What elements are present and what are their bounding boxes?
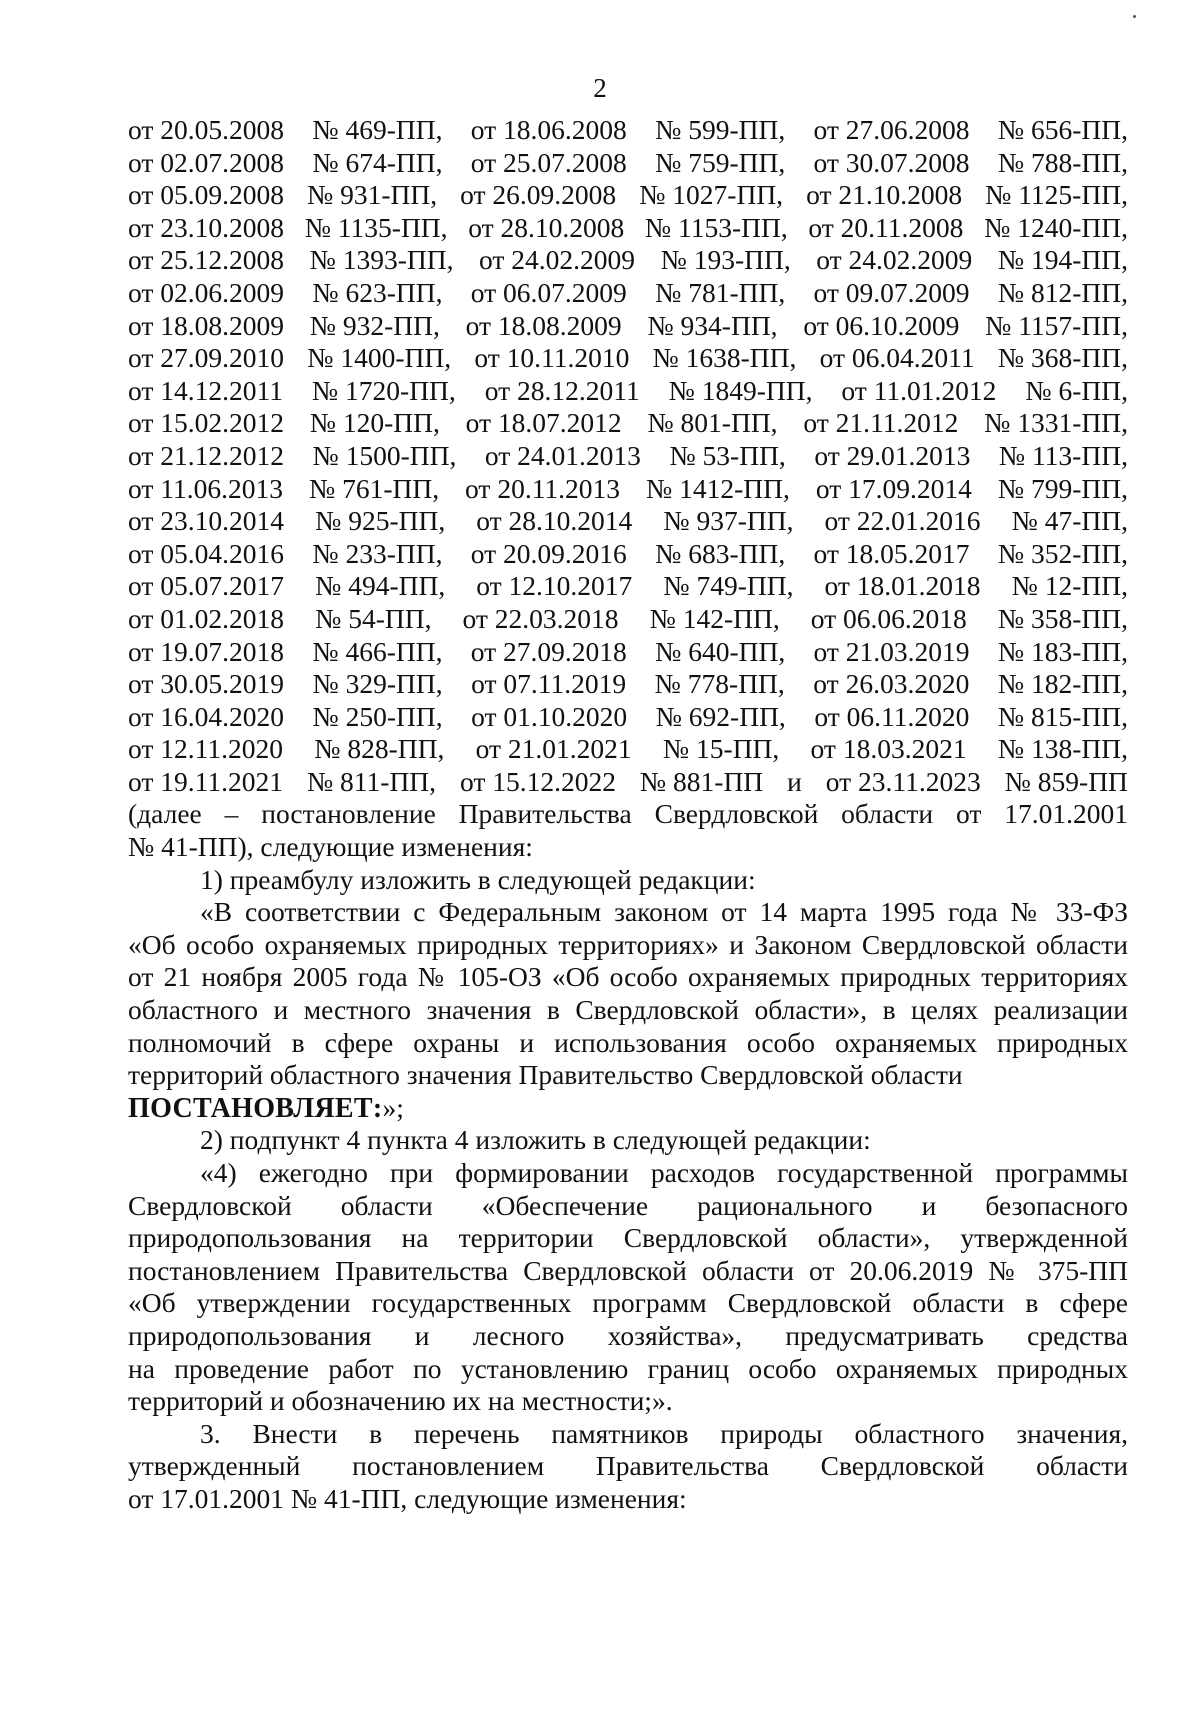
citation-row (128, 114, 1128, 147)
citation-cell: от 19.07.2018 (128, 635, 285, 667)
citation-cell: № 6-ПП, (1025, 374, 1128, 406)
citation-cell: от 23.10.2008 (128, 211, 285, 243)
citation-cell: от 06.11.2020 (814, 700, 970, 732)
point-3-paragraph (128, 1418, 1128, 1516)
citation-cell: № 1157-ПП, (985, 309, 1128, 341)
citation-cell: № 250-ПП, (312, 700, 443, 732)
citation-cell: от 20.11.2008 (808, 211, 964, 243)
citation-cell: № 937-ПП, (663, 505, 794, 537)
citation-cell: № 656-ПП, (997, 114, 1128, 145)
resolution-line (128, 1092, 1128, 1125)
citation-cell: № 1720-ПП, (311, 374, 456, 406)
paragraph-line: полномочий в сфере охраны и использования особо охраняемых природных (128, 1026, 1128, 1058)
citation-row (128, 603, 1128, 636)
citation-cell: № 749-ПП, (663, 570, 794, 602)
citation-cell: № 193-ПП, (660, 244, 791, 276)
item-2-heading: 2) подпункт 4 пункта 4 изложить в следующей редакции: (200, 1124, 871, 1156)
citation-cell: от 20.11.2013 (465, 472, 621, 504)
citation-cell: от 28.10.2014 (476, 505, 633, 537)
item-1-heading: 1) преамбулу изложить в следующей редакции: (200, 863, 756, 895)
citation-cell: № 932-ПП, (309, 309, 440, 341)
citation-cell: № 494-ПП, (315, 570, 446, 602)
citation-cell: от 20.09.2016 (470, 537, 627, 569)
citation-cell: и (787, 765, 802, 797)
citation-cell: от 12.10.2017 (476, 570, 633, 602)
citation-cell: от 21.03.2019 (813, 635, 970, 667)
citation-cell: от 18.05.2017 (813, 537, 970, 569)
paragraph-line: природопользования на территории Свердловской области», утвержденной (128, 1222, 1128, 1254)
citation-cell: от 21.10.2008 (806, 179, 963, 211)
citation-row (128, 570, 1128, 603)
paragraph-line: утвержденный постановлением Правительства Свердловской области (128, 1450, 1128, 1482)
citation-cell: № 120-ПП, (309, 407, 440, 439)
citation-cell: № 761-ПП, (308, 472, 440, 504)
paragraph-line: № 41-ПП), следующие изменения: (128, 831, 533, 863)
citation-cell: № 925-ПП, (315, 505, 446, 537)
citation-cell: от 18.01.2018 (824, 570, 981, 602)
citation-cell: от 23.10.2014 (128, 505, 285, 537)
citation-row (128, 147, 1128, 180)
citation-cell: № 815-ПП, (997, 700, 1128, 732)
citation-cell: от 24.01.2013 (484, 439, 641, 471)
citation-row (128, 375, 1128, 408)
page-number: 2 (593, 73, 607, 103)
citation-cell: от 22.01.2016 (824, 505, 981, 537)
citation-cell: № 113-ПП, (998, 439, 1128, 471)
citation-cell: № 788-ПП, (997, 146, 1128, 178)
paragraph-line: от 17.01.2001 № 41-ПП, следующие изменения: (128, 1482, 687, 1514)
citation-row (128, 668, 1128, 701)
citation-cell: № 1027-ПП, (639, 179, 784, 211)
citation-row (128, 505, 1128, 538)
paragraph-line: Свердловской области «Обеспечение рационального и безопасного (128, 1189, 1128, 1221)
citation-cell: от 05.04.2016 (128, 537, 285, 569)
citation-cell: № 1135-ПП, (304, 211, 448, 243)
citation-cell: от 06.04.2011 (819, 342, 975, 374)
citation-cell: № 1500-ПП, (312, 439, 457, 471)
citation-row (128, 277, 1128, 310)
citation-cell: № 759-ПП, (655, 146, 786, 178)
citation-cell: № 623-ПП, (312, 276, 443, 308)
citation-cell: от 18.08.2009 (128, 309, 285, 341)
citation-cell: № 934-ПП, (647, 309, 778, 341)
citation-cell: № 142-ПП, (649, 602, 780, 634)
resolves-word: ПОСТАНОВЛЯЕТ: (128, 1092, 383, 1124)
citation-row (128, 538, 1128, 571)
citation-cell: № 828-ПП, (314, 733, 445, 765)
citation-cell: от 06.10.2009 (803, 309, 960, 341)
citation-cell: № 1400-ПП, (307, 342, 452, 374)
citation-cell: от 27.06.2008 (813, 114, 970, 145)
citation-cell: № 683-ПП, (655, 537, 786, 569)
citation-cell: № 1331-ПП, (984, 407, 1128, 439)
paragraph-line: природопользования и лесного хозяйства», предусматривать средства (128, 1319, 1128, 1351)
citation-cell: от 22.03.2018 (462, 602, 619, 634)
citation-cell: от 06.07.2009 (470, 276, 627, 308)
citation-row (128, 407, 1128, 440)
citation-row (128, 342, 1128, 375)
paragraph-line: «Об особо охраняемых природных территориях» и Законом Свердловской области (128, 928, 1128, 960)
citation-cell: от 21.01.2021 (475, 733, 632, 765)
citation-cell: № 358-ПП, (997, 602, 1128, 634)
amendment-citations (128, 114, 1128, 798)
citation-cell: № 801-ПП, (647, 407, 778, 439)
citation-cell: от 29.01.2013 (814, 439, 971, 471)
citation-cell: от 02.06.2009 (128, 276, 285, 308)
citation-cell: № 12-ПП, (1011, 570, 1128, 602)
citation-cell: от 26.09.2008 (460, 179, 617, 211)
citation-cell: от 20.05.2008 (128, 114, 285, 145)
citation-cell: от 11.06.2013 (128, 472, 284, 504)
citation-cell: № 1638-ПП, (652, 342, 797, 374)
paragraph-line: «Об утверждении государственных программ Свердловской области в сфере (128, 1287, 1128, 1319)
citation-cell: № 640-ПП, (655, 635, 786, 667)
citation-cell: от 18.07.2012 (465, 407, 622, 439)
paragraph-line: (далее – постановление Правительства Свердловской области от 17.01.2001 (128, 798, 1128, 830)
paragraph-line: территорий и обозначению их на местности;». (128, 1385, 673, 1417)
citation-cell: от 01.02.2018 (128, 602, 285, 634)
citation-row (128, 473, 1128, 506)
citation-cell: № 881-ПП (639, 765, 764, 797)
citation-cell: № 368-ПП, (997, 342, 1128, 374)
citation-cell: от 21.11.2012 (803, 407, 959, 439)
citation-cell: от 24.02.2009 (816, 244, 973, 276)
item-1-quote (128, 896, 1128, 1092)
citation-cell: № 1125-ПП, (985, 179, 1128, 211)
citation-cell: от 14.12.2011 (128, 374, 284, 406)
paragraph-line: «В соответствии с Федеральным законом от 14 марта 1995 года № 33-ФЗ (200, 896, 1128, 928)
citation-cell: от 18.06.2008 (470, 114, 627, 145)
citation-cell: от 25.12.2008 (128, 244, 285, 276)
paragraph-line: постановлением Правительства Свердловской области от 20.06.2019 № 375-ПП (128, 1254, 1128, 1286)
citation-cell: № 674-ПП, (312, 146, 443, 178)
citation-cell: № 233-ПП, (312, 537, 443, 569)
citation-cell: № 859-ПП (1004, 765, 1128, 797)
citation-cell: № 811-ПП, (306, 765, 437, 797)
citation-cell: от 09.07.2009 (813, 276, 970, 308)
citation-cell: от 05.09.2008 (128, 179, 285, 211)
citation-row (128, 179, 1128, 212)
citation-cell: от 11.01.2012 (841, 374, 997, 406)
paragraph-line: 3. Внести в перечень памятников природы областного значения, (200, 1417, 1128, 1449)
citation-cell: № 1849-ПП, (668, 374, 813, 406)
citation-cell: от 23.11.2023 (825, 765, 981, 797)
citation-cell: № 469-ПП, (312, 114, 443, 145)
citation-cell: № 182-ПП, (997, 668, 1128, 700)
citation-cell: от 15.12.2022 (459, 765, 616, 797)
paragraph-line: «4) ежегодно при формировании расходов государственной программы (200, 1157, 1128, 1188)
citation-row (128, 636, 1128, 669)
citation-cell: от 24.02.2009 (479, 244, 636, 276)
citation-cell: от 28.10.2008 (468, 211, 625, 243)
citation-cell: № 692-ПП, (655, 700, 786, 732)
paragraph-line: областного и местного значения в Свердловской области», в целях реализации (128, 994, 1128, 1026)
paragraph-line: территорий областного значения Правительство Свердловской области (128, 1059, 963, 1091)
citation-cell: от 27.09.2010 (128, 342, 285, 374)
citation-cell: от 16.04.2020 (128, 700, 285, 732)
citation-cell: № 352-ПП, (997, 537, 1128, 569)
citation-cell: от 21.12.2012 (128, 439, 285, 471)
citation-cell: от 01.10.2020 (471, 700, 628, 732)
citation-cell: № 931-ПП, (307, 179, 438, 211)
citation-row (128, 440, 1128, 473)
citation-row (128, 244, 1128, 277)
citation-cell: № 53-ПП, (669, 439, 786, 471)
citation-cell: № 781-ПП, (655, 276, 786, 308)
document-body (128, 114, 1128, 1516)
citation-cell: № 1412-ПП, (646, 472, 790, 504)
citation-cell: от 26.03.2020 (813, 668, 970, 700)
citation-cell: от 19.11.2021 (128, 765, 284, 797)
paragraph-line: от 21 ноября 2005 года № 105-ОЗ «Об особо охраняемых природных территориях (128, 961, 1128, 993)
citation-cell: от 05.07.2017 (128, 570, 285, 602)
citation-cell: № 599-ПП, (655, 114, 786, 145)
citation-cell: от 30.07.2008 (813, 146, 970, 178)
quote-close: »; (382, 1091, 404, 1123)
citation-cell: от 25.07.2008 (470, 146, 627, 178)
citation-cell: № 1153-ПП, (644, 211, 788, 243)
citation-cell: № 812-ПП, (997, 276, 1128, 308)
citation-cell: от 17.09.2014 (815, 472, 972, 504)
citation-cell: от 12.11.2020 (128, 733, 284, 765)
citation-row (128, 733, 1128, 766)
paragraph-line: на проведение работ по установлению границ особо охраняемых природных (128, 1352, 1128, 1384)
citation-cell: № 54-ПП, (315, 602, 432, 634)
citation-cell: от 15.02.2012 (128, 407, 285, 439)
citation-cell: от 10.11.2010 (474, 342, 630, 374)
citation-cell: № 329-ПП, (312, 668, 443, 700)
citation-cell: от 18.08.2009 (465, 309, 622, 341)
citation-row (128, 212, 1128, 245)
citation-cell: № 194-ПП, (997, 244, 1128, 276)
citation-cell: от 06.06.2018 (810, 602, 967, 634)
citation-cell: от 30.05.2019 (128, 668, 285, 700)
citation-row (128, 766, 1128, 799)
citation-cell: № 1240-ПП, (984, 211, 1128, 243)
citation-cell: № 138-ПП, (997, 733, 1128, 765)
scan-speck (1133, 15, 1136, 18)
citation-cell: от 07.11.2019 (471, 668, 627, 700)
citation-cell: от 28.12.2011 (484, 374, 640, 406)
citation-row (128, 310, 1128, 343)
citation-cell: № 778-ПП, (654, 668, 785, 700)
citation-cell: № 183-ПП, (997, 635, 1128, 667)
citation-cell: от 27.09.2018 (470, 635, 627, 667)
citation-cell: № 466-ПП, (312, 635, 443, 667)
citation-row (128, 701, 1128, 734)
item-2-quote (128, 1157, 1128, 1418)
citation-cell: от 02.07.2008 (128, 146, 285, 178)
citation-cell: № 1393-ПП, (309, 244, 454, 276)
citation-cell: от 18.03.2021 (810, 733, 967, 765)
citation-cell: № 15-ПП, (662, 733, 780, 765)
citation-cell: № 47-ПП, (1011, 505, 1128, 537)
citation-cell: № 799-ПП, (997, 472, 1128, 504)
